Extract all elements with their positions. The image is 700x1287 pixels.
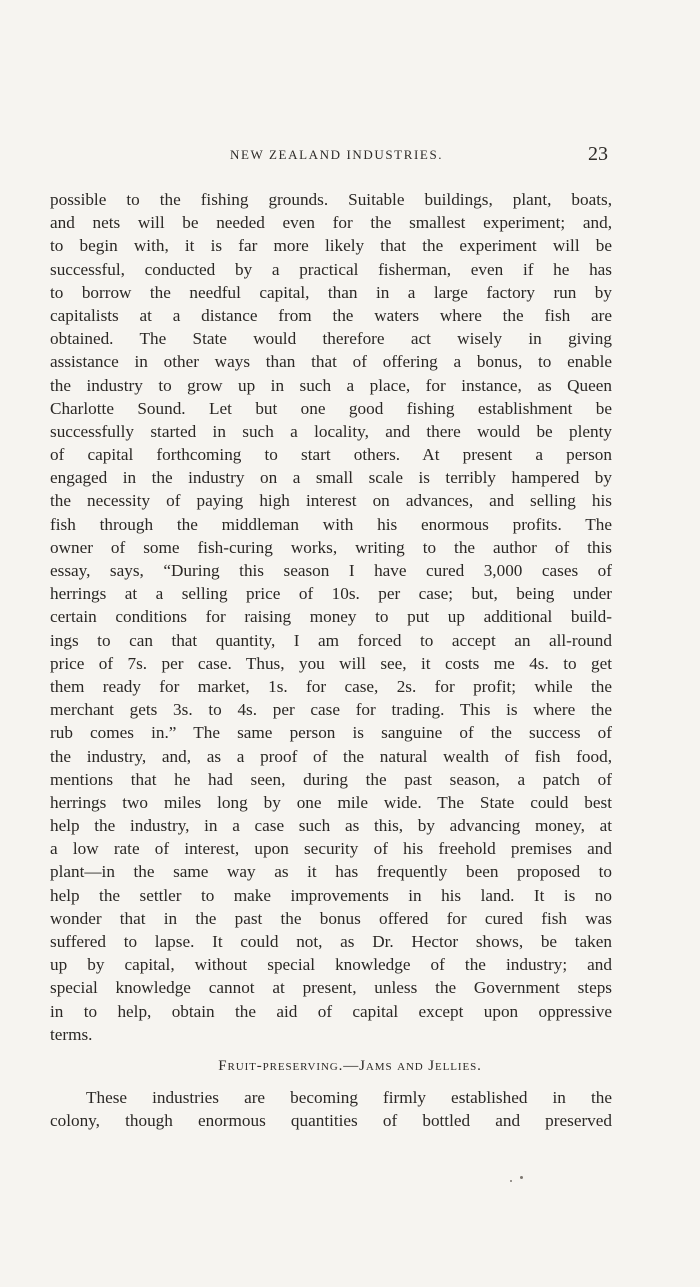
text-line: certain conditions for raising money to put up additional build-	[50, 607, 612, 627]
text-line: fish through the middleman with his enormous profits. The	[50, 514, 612, 534]
text-line: successful, conducted by a practical fisherman, even if he has	[50, 259, 612, 279]
body-paragraph	[50, 188, 612, 1046]
text-line: herrings two miles long by one mile wide. The State could best	[50, 792, 612, 812]
text-line: them ready for market, 1s. for case, 2s. for profit; while the	[50, 676, 612, 696]
text-line: to begin with, it is far more likely that the experiment will be	[50, 236, 612, 256]
running-head-title: NEW ZEALAND INDUSTRIES.	[230, 147, 444, 162]
running-head	[0, 143, 700, 167]
text-line: suffered to lapse. It could not, as Dr. Hector shows, be taken	[50, 932, 612, 951]
text-line: terms.	[50, 1024, 93, 1044]
text-line: These industries are becoming firmly established in the	[86, 1088, 612, 1107]
section-heading: Fruit-preserving.—Jams and Jellies.	[218, 1058, 482, 1074]
text-line: capitalists at a distance from the waters where the fish are	[50, 305, 612, 325]
text-line: and nets will be needed even for the smallest experiment; and,	[50, 213, 612, 233]
text-line: rub comes in.” The same person is sanguine of the success of	[50, 723, 612, 743]
text-line: owner of some fish-curing works, writing to the author of this	[50, 537, 612, 557]
text-line: price of 7s. per case. Thus, you will see, it costs me 4s. to get	[50, 653, 612, 673]
text-line: colony, though enormous quantities of bottled and preserved	[50, 1111, 612, 1131]
text-line: of capital forthcoming to start others. At present a person	[50, 445, 612, 465]
text-line: help the industry, in a case such as this, by advancing money, at	[50, 816, 612, 836]
text-line: assistance in other ways than that of offering a bonus, to enable	[50, 352, 612, 372]
text-line: plant—in the same way as it has frequently been proposed to	[50, 862, 612, 882]
text-line: herrings at a selling price of 10s. per case; but, being under	[50, 584, 612, 604]
text-line: possible to the fishing grounds. Suitable buildings, plant, boats,	[50, 190, 612, 209]
text-line: the industry, and, as a proof of the natural wealth of fish food,	[50, 746, 612, 766]
section-paragraph	[50, 1086, 612, 1132]
page-number: 23	[588, 143, 608, 165]
text-line: essay, says, “During this season I have cured 3,000 cases of	[50, 561, 612, 580]
text-line: in to help, obtain the aid of capital except upon oppressive	[50, 1001, 612, 1021]
text-line: successfully started in such a locality, and there would be plenty	[50, 421, 612, 441]
text-line: to borrow the needful capital, than in a large factory run by	[50, 282, 612, 302]
text-line: ings to can that quantity, I am forced to accept an all-round	[50, 630, 612, 650]
text-line: a low rate of interest, upon security of his freehold premises and	[50, 839, 612, 859]
text-line: engaged in the industry on a small scale is terribly hampered by	[50, 468, 612, 488]
text-line: mentions that he had seen, during the past season, a patch of	[50, 769, 612, 789]
text-line: the necessity of paying high interest on advances, and selling his	[50, 491, 612, 511]
text-line: merchant gets 3s. to 4s. per case for trading. This is where the	[50, 700, 612, 720]
text-line: obtained. The State would therefore act wisely in giving	[50, 329, 612, 349]
text-line: wonder that in the past the bonus offered for cured fish was	[50, 908, 612, 928]
text-line: help the settler to make improvements in his land. It is no	[50, 885, 612, 905]
text-line: Charlotte Sound. Let but one good fishing establishment be	[50, 398, 612, 418]
text-line: up by capital, without special knowledge of the industry; and	[50, 955, 612, 975]
text-line: the industry to grow up in such a place, for instance, as Queen	[50, 375, 612, 395]
paper-speck	[510, 1180, 512, 1182]
text-line: special knowledge cannot at present, unless the Government steps	[50, 978, 612, 998]
paper-speck	[520, 1176, 523, 1179]
